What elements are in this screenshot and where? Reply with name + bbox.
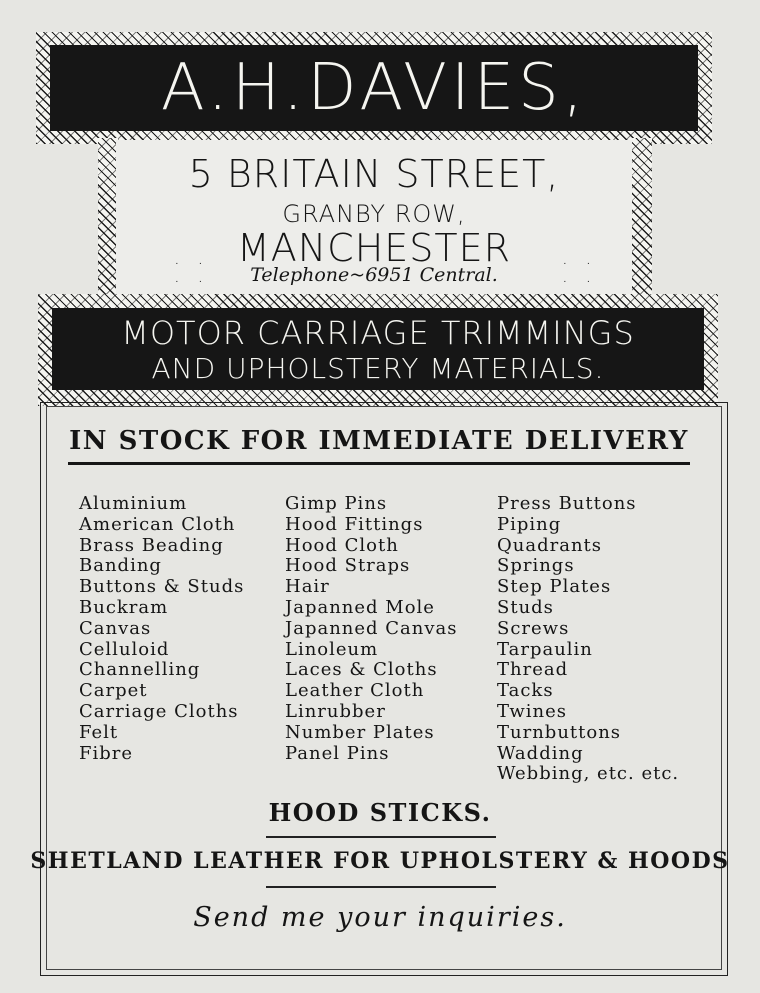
list-item: Springs (497, 555, 575, 577)
list-item: Leather Cloth (285, 680, 425, 702)
list-item: Carriage Cloths (79, 700, 239, 722)
list-item: Brass Beading (79, 534, 224, 556)
telephone-line: Telephone~6951 Central. (250, 264, 498, 286)
list-item: Quadrants (497, 534, 603, 556)
list-item: Panel Pins (285, 742, 390, 764)
list-item: Felt (79, 721, 119, 743)
street-address: 5 BRITAIN STREET, (188, 152, 560, 196)
list-item: Hood Straps (285, 555, 411, 577)
list-item: Piping (497, 513, 562, 535)
list-item: Tarpaulin (497, 638, 593, 660)
dot-ornament: . . (562, 248, 598, 269)
list-item: Twines (497, 700, 568, 722)
list-item: Aluminium (79, 493, 188, 514)
list-item: Linoleum (285, 638, 379, 660)
address-panel (116, 140, 632, 294)
list-item: Laces & Cloths (285, 659, 438, 681)
trade-line-1: MOTOR CARRIAGE TRIMMINGS (121, 314, 635, 352)
list-item: Screws (497, 617, 570, 639)
dot-ornament: . . (174, 248, 210, 269)
list-item: Press Buttons (497, 493, 637, 514)
dot-ornament: . . (562, 266, 598, 287)
left-hatched-pillar (98, 138, 118, 296)
list-item: Hair (285, 576, 330, 598)
list-item: Linrubber (285, 700, 386, 722)
list-item: Canvas (79, 617, 152, 639)
dot-ornament: . . (174, 266, 210, 287)
top-hatched-frame (36, 32, 712, 144)
company-name: A.H.DAVIES, (160, 51, 588, 125)
list-item: Studs (497, 596, 554, 618)
bottom-hatched-frame (38, 294, 718, 406)
trade-line-2: AND UPHOLSTERY MATERIALS. (151, 352, 605, 385)
list-item: Carpet (79, 680, 148, 702)
city-name: MANCHESTER (236, 226, 512, 270)
list-item: Japanned Mole (285, 596, 435, 618)
list-item: Fibre (79, 742, 134, 764)
shetland-leather-line: SHETLAND LEATHER FOR UPHOLSTERY & HOODS (30, 848, 730, 874)
list-item: Hood Cloth (285, 534, 399, 556)
list-item: Banding (79, 555, 162, 577)
list-item: Thread (497, 659, 569, 681)
list-item: Celluloid (79, 638, 170, 660)
company-name-banner (50, 45, 698, 131)
heading-underline (68, 462, 690, 465)
list-item: Buckram (79, 596, 169, 618)
hood-sticks-heading: HOOD STICKS. (268, 798, 492, 827)
stock-column-1 (79, 494, 244, 764)
right-hatched-pillar (632, 138, 652, 296)
list-item: Tacks (497, 680, 554, 702)
divider-rule (266, 886, 496, 888)
area-address: GRANBY ROW, (282, 200, 466, 228)
list-item: American Cloth (79, 513, 236, 535)
inquiries-line: Send me your inquiries. (193, 902, 567, 933)
list-item: Hood Fittings (285, 513, 424, 535)
stock-column-3 (497, 494, 679, 785)
stock-heading: IN STOCK FOR IMMEDIATE DELIVERY (69, 426, 689, 456)
list-item: Buttons & Studs (79, 576, 245, 598)
stock-column-2 (285, 494, 458, 764)
list-item: Turnbuttons (497, 721, 622, 743)
list-item: Gimp Pins (285, 493, 388, 514)
list-item: Wadding (497, 742, 584, 764)
list-item: Number Plates (285, 721, 435, 743)
list-item: Channelling (79, 659, 201, 681)
list-item: Step Plates (497, 576, 612, 598)
divider-rule (266, 836, 496, 838)
list-item: Japanned Canvas (285, 617, 458, 639)
list-item: Webbing, etc. etc. (497, 763, 680, 785)
trade-banner (52, 308, 704, 390)
